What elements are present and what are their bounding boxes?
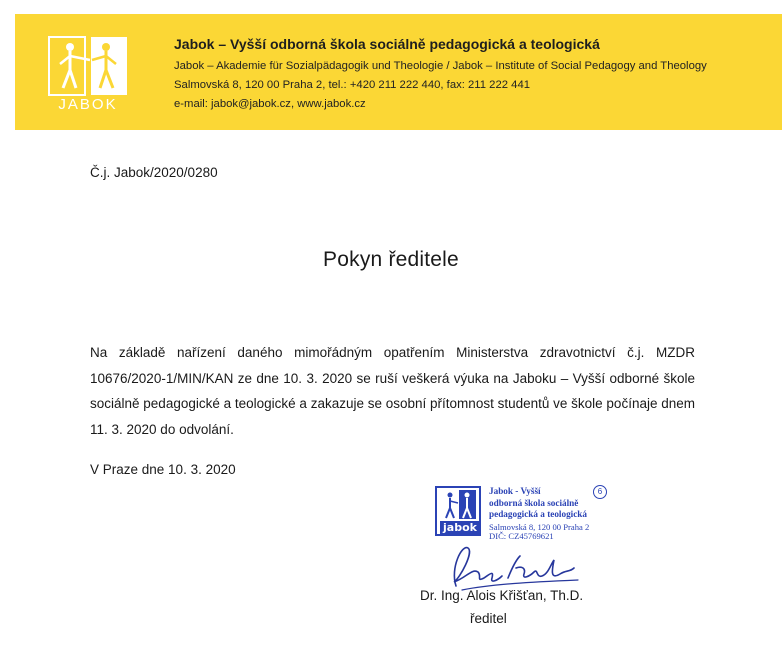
two-figures-icon <box>48 36 128 96</box>
official-stamp <box>435 484 615 544</box>
reference-number: Č.j. Jabok/2020/0280 <box>90 165 218 180</box>
letterhead-subtitle: Jabok – Akademie für Sozialpädagogik und Theologie / Jabok – Institute of Social Pedagogy and Theology <box>174 60 707 72</box>
stamp-line-2: odborná škola sociálně <box>489 498 579 508</box>
signatory-role: ředitel <box>470 611 507 626</box>
letterhead-contact: e-mail: jabok@jabok.cz, www.jabok.cz <box>174 98 366 110</box>
stamp-line-5: DIČ: CZ45769621 <box>489 531 554 541</box>
stamp-logo-text: jabok <box>440 521 480 534</box>
letterhead-title: Jabok – Vyšší odborná škola sociálně pedagogická a teologická <box>174 36 600 52</box>
place-and-date: V Praze dne 10. 3. 2020 <box>90 462 236 477</box>
stamp-line-4: Salmovská 8, 120 00 Praha 2 <box>489 522 590 532</box>
logo-text: JABOK <box>58 96 118 113</box>
stamp-line-1: Jabok - Vyšší <box>489 486 541 496</box>
stamp-line-3: pedagogická a teologická <box>489 509 587 519</box>
stamp-number: 6 <box>593 485 607 499</box>
letterhead-address: Salmovská 8, 120 00 Praha 2, tel.: +420 211 222 440, fax: 211 222 441 <box>174 79 531 91</box>
stamp-figures-icon <box>439 490 477 520</box>
signatory-name: Dr. Ing. Alois Křišťan, Th.D. <box>420 588 584 603</box>
document-title: Pokyn ředitele <box>323 248 459 271</box>
stamp-logo <box>435 486 481 536</box>
handwritten-signature <box>442 538 582 594</box>
letterhead-band <box>15 14 782 130</box>
document-body: Na základě nařízení daného mimořádným opatřením Ministerstva zdravotnictví č.j. MZDR 10676/2020-1/MIN/KAN ze dne 10. 3. 2020 se ruší veškerá výuka na Jaboku – Vyšší odborné škole sociálně pedagogické a teologické a zakazuje se osobní přítomnost studentů ve škole počínaje dnem 11. 3. 2020 do odvolání. <box>90 345 695 437</box>
